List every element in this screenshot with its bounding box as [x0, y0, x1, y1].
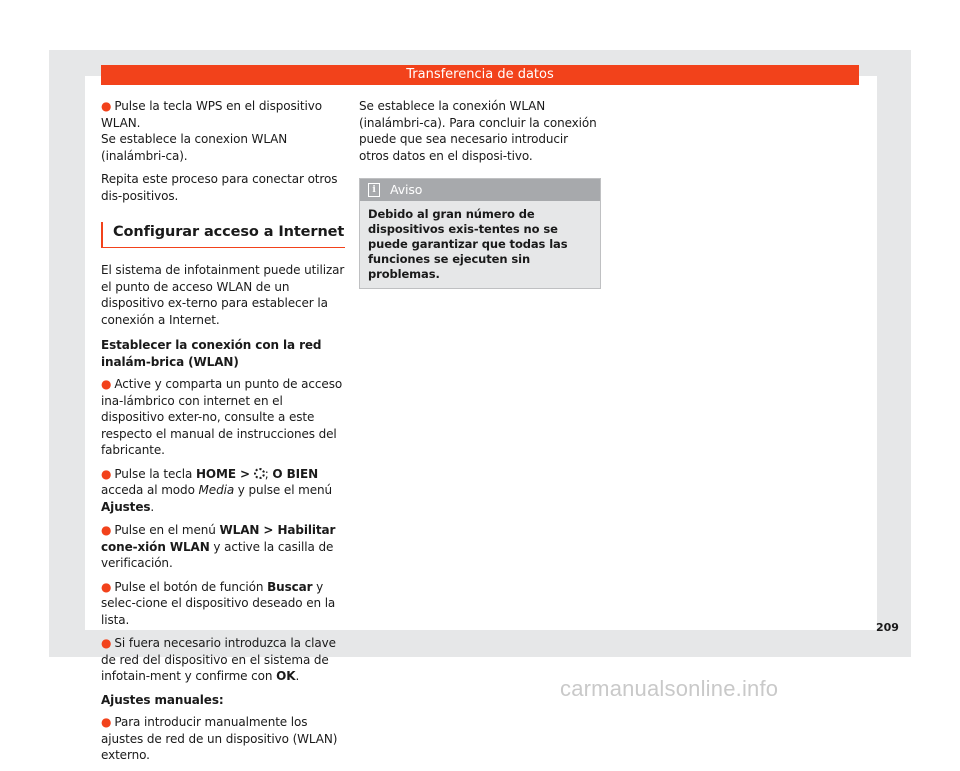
bullet-search: ● Pulse el botón de función Buscar y selec-cione el dispositivo deseado en la lista. [101, 579, 336, 627]
paragraph-intro: El sistema de infotainment puede utilizar el punto de acceso WLAN de un dispositivo ex-terno para establecer la conexión a Internet. [101, 263, 345, 327]
gear-icon [254, 468, 265, 479]
bullet-icon: ● [101, 99, 112, 113]
info-icon: i [368, 183, 380, 197]
subheading-wlan: Establecer la conexión con la red inalám-brica (WLAN) [101, 338, 322, 369]
bullet-icon: ● [101, 715, 112, 729]
bullet-key: ● Si fuera necesario introduzca la clave de red del dispositivo en el sistema de infotain-ment y confirme con OK. [101, 636, 336, 683]
bullet-icon: ● [101, 466, 112, 481]
section-header: Transferencia de datos [101, 65, 859, 85]
left-column [101, 98, 345, 771]
section-heading: Configurar acceso a Internet [101, 222, 345, 248]
note-header [360, 179, 600, 201]
note-body: Debido al gran número de dispositivos exis-tentes no se puede garantizar que todas las funciones se ejecuten sin problemas. [360, 201, 600, 288]
page-number: 209 [876, 621, 899, 634]
bullet-manual: ● Para introducir manualmente los ajustes de red de un dispositivo (WLAN) externo. [101, 715, 338, 762]
paragraph-connection: Se establece la conexión WLAN (inalámbri-ca). Para concluir la conexión puede que sea necesario introducir otros datos en el disposi-tivo. [359, 99, 597, 163]
bullet-menu: ● Pulse en el menú WLAN > Habilitar cone-xión WLAN y active la casilla de verificación. [101, 523, 336, 570]
right-column [359, 98, 601, 289]
watermark: carmanualsonline.info [560, 676, 779, 701]
bullet-icon: ● [101, 523, 112, 537]
bullet-home: ● Pulse la tecla HOME > ; O BIEN acceda al modo Media y pulse el menú Ajustes. [101, 466, 333, 514]
bullet-wps: ● Pulse la tecla WPS en el dispositivo WLAN. Se establece la conexion WLAN (inalámbri-ca). [101, 99, 322, 163]
bullet-hotspot: ● Active y comparta un punto de acceso ina-lámbrico con internet en el dispositivo exter-no, consulte a este respecto el manual de instrucciones del fabricante. [101, 377, 343, 457]
note-title: Aviso [390, 182, 423, 197]
note-box [359, 178, 601, 289]
bullet-icon: ● [101, 377, 112, 391]
subheading-manual: Ajustes manuales: [101, 692, 224, 707]
bullet-icon: ● [101, 636, 112, 650]
bullet-icon: ● [101, 579, 112, 594]
paragraph-repeat: Repita este proceso para conectar otros dis-positivos. [101, 172, 338, 203]
